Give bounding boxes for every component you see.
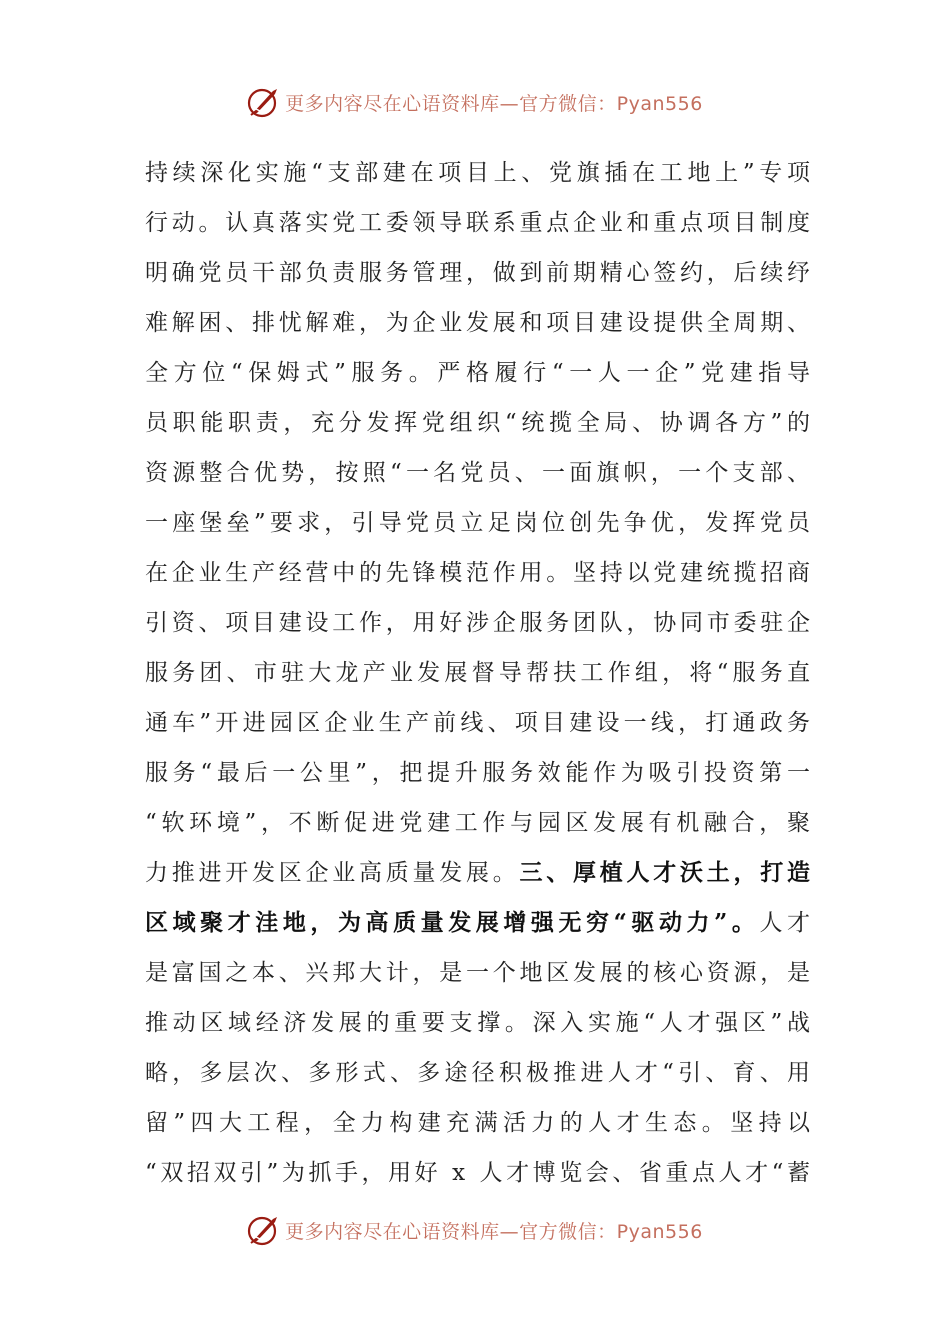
text-line: 在企业生产经营中的先锋模范作用。坚持以党建统揽招商 [145, 560, 814, 586]
section-heading-run: 区域聚才洼地，为高质量发展增强无穷“驱动力”。 [145, 909, 760, 936]
text-line: 行动。认真落实党工委领导联系重点企业和重点项目制度 [145, 210, 814, 236]
text-run: 力推进开发区企业高质量发展。 [145, 860, 520, 886]
header-watermark-banner [0, 82, 950, 122]
text-line: 难解困、排忧解难，为企业发展和项目建设提供全周期、 [145, 310, 814, 336]
footer-watermark-banner [0, 1210, 950, 1250]
text-line: 服务“最后一公里”，把提升服务效能作为吸引投资第一 [145, 760, 815, 786]
text-line: 员职能职责，充分发挥党组织“统揽全局、协调各方”的 [145, 410, 815, 436]
text-line: 服务团、市驻大龙产业发展督导帮扶工作组，将“服务直 [145, 660, 815, 686]
section-heading-run: 三、厚植人才沃土，打造 [519, 859, 814, 886]
quill-pen-logo-icon [247, 85, 281, 119]
text-line: “软环境”，不断促进党建工作与园区发展有机融合，聚 [145, 810, 815, 836]
quill-pen-logo-icon [247, 1213, 281, 1247]
header-banner-text: 更多内容尽在心语资料库—官方微信：Pyan556 [285, 92, 703, 115]
document-body [145, 148, 816, 1198]
text-line: 推动区域经济发展的重要支撑。深入实施“人才强区”战 [145, 1010, 815, 1036]
text-line: 留”四大工程，全力构建充满活力的人才生态。坚持以 [145, 1110, 816, 1136]
text-line: 一座堡垒”要求，引导党员立足岗位创先争优，发挥党员 [145, 510, 815, 536]
footer-banner-text: 更多内容尽在心语资料库—官方微信：Pyan556 [285, 1220, 703, 1243]
text-line: 资源整合优势，按照“一名党员、一面旗帜，一个支部、 [145, 460, 815, 486]
text-line: 持续深化实施“支部建在项目上、党旗插在工地上”专项 [145, 160, 815, 186]
text-line: 明确党员干部负责服务管理，做到前期精心签约，后续纾 [145, 260, 814, 286]
text-line [145, 898, 815, 948]
text-line: 全方位“保姆式”服务。严格履行“一人一企”党建指导 [145, 360, 816, 386]
text-line: “双招双引”为抓手，用好 x 人才博览会、省重点人才“蓄 [145, 1160, 814, 1186]
text-line: 是富国之本、兴邦大计，是一个地区发展的核心资源，是 [145, 960, 814, 986]
text-line: 引资、项目建设工作，用好涉企服务团队，协同市委驻企 [145, 610, 814, 636]
text-line: 通车”开进园区企业生产前线、项目建设一线，打通政务 [145, 710, 815, 736]
text-line [145, 848, 814, 898]
text-line: 略，多层次、多形式、多途径积极推进人才“引、育、用 [145, 1060, 815, 1086]
text-run: 人才 [759, 910, 815, 936]
